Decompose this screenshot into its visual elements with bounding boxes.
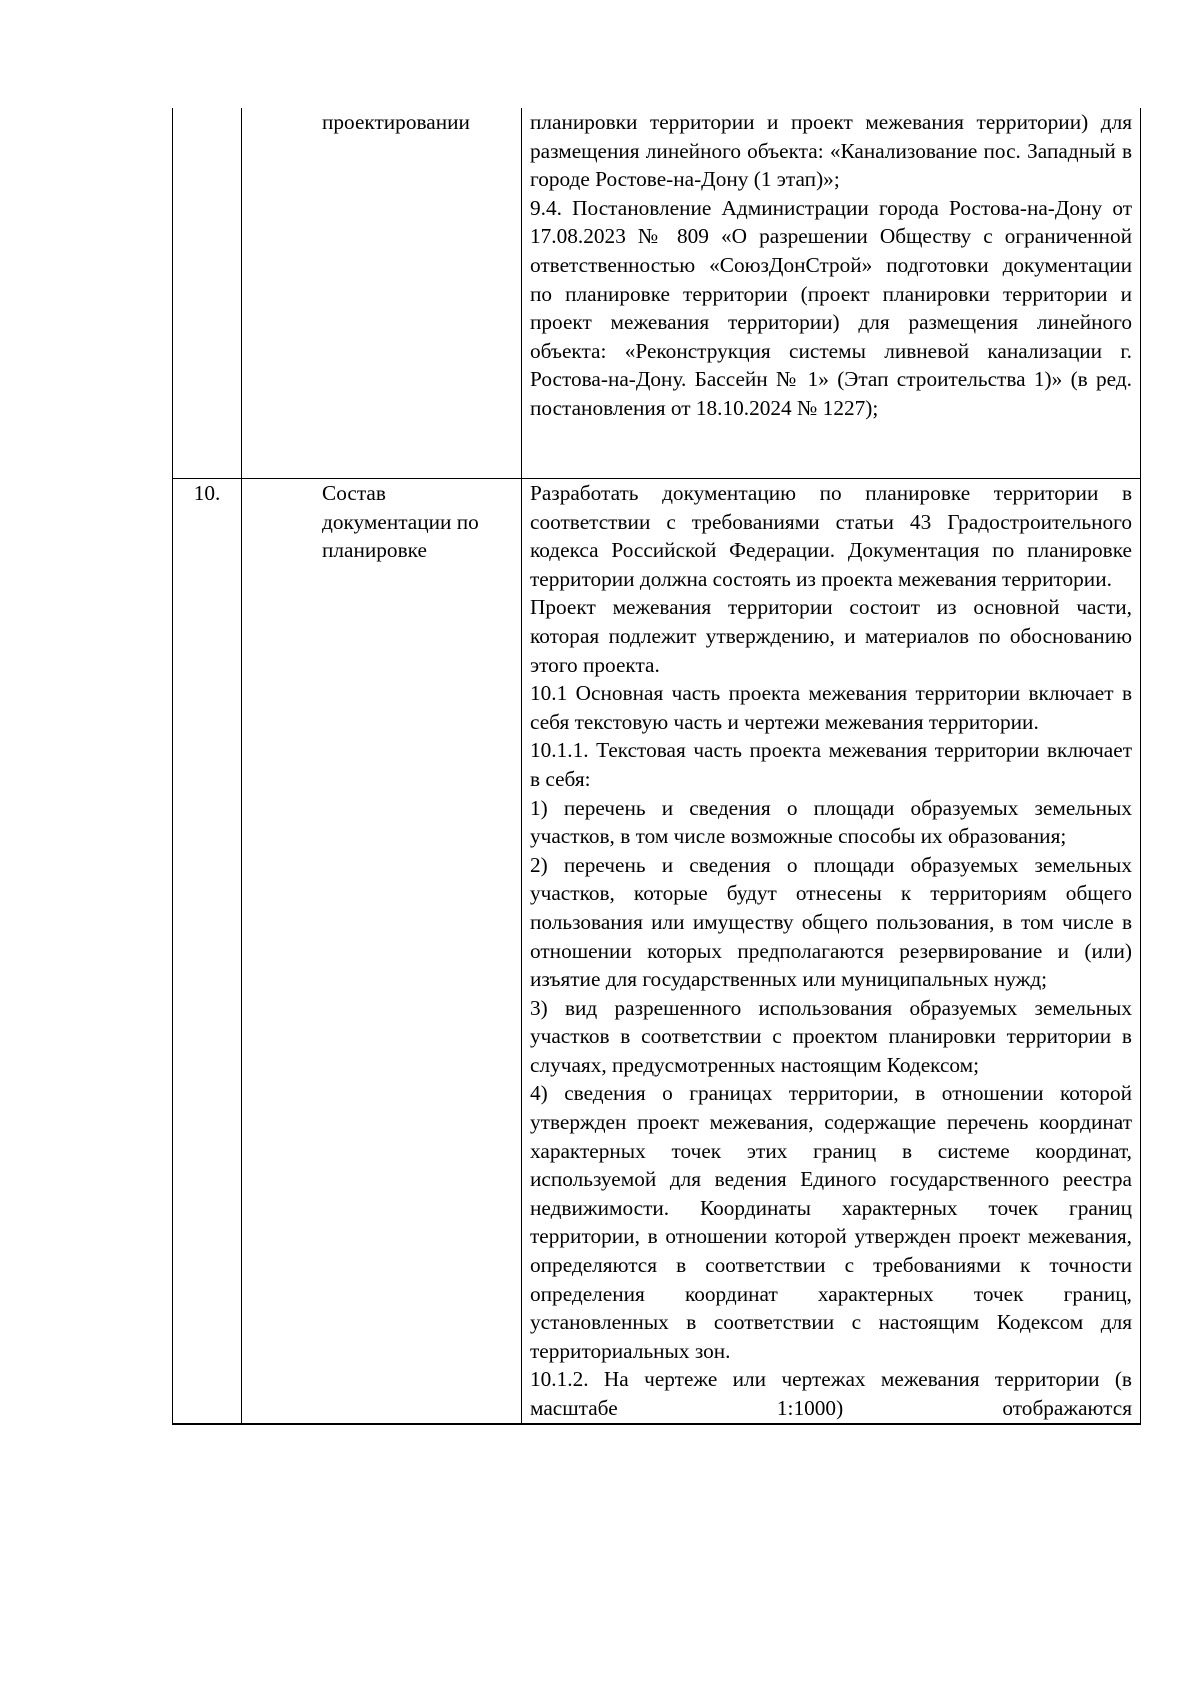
paragraph: 10.1.2. На чертеже или чертежах межевания территории (в масштабе 1:1000) отображаются: [530, 1367, 1132, 1420]
row-number-cell: [173, 479, 242, 1424]
row-number-cell: [173, 108, 242, 479]
row-label-cell: [242, 479, 522, 1424]
row-content-cell: [522, 479, 1141, 1424]
paragraph: 10.1.1. Текстовая часть проекта межевания территории включает в себя:: [530, 738, 1132, 791]
table-row-9-continued: [173, 108, 1141, 479]
table-row-10: [173, 479, 1141, 1424]
document-table: [172, 108, 1141, 1425]
paragraph: 10.1 Основная часть проекта межевания территории включает в себя текстовую часть и чертежи межевания территории.: [530, 681, 1132, 734]
paragraph: 2) перечень и сведения о площади образуемых земельных участков, которые будут отнесены к территориям общего пользования или имуществу общего пользования, в том числе в отношении которых предполагаются резервирование и (или) изъятие для государственных или муниципальных нужд;: [530, 852, 1132, 992]
paragraph: Разработать документацию по планировке территории в соответствии с требованиями статьи 43 Градостроительного кодекса Российской Федерации. Документация по планировке территории должна состоять из проекта межевания территории.: [530, 481, 1132, 591]
row-label-text: Состав документации по планировке: [322, 481, 479, 563]
paragraph: планировки территории и проект межевания территории) для размещения линейного объекта: «Канализование пос. Западный в городе Ростове-на-Дону (1 этап)»;: [530, 110, 1132, 192]
row-content-cell: [522, 108, 1141, 479]
row-number-text: 10.: [193, 481, 221, 505]
paragraph: 9.4. Постановление Администрации города Ростова-на-Дону от 17.08.2023 № 809 «О разрешении Обществу с ограниченной ответственностью «СоюзДонСтрой» подготовки документации по планировке территории (проект планировки территории и проект межевания территории) для размещения линейного объекта: «Реконструкция системы ливневой канализации г. Ростова-на-Дону. Бассейн № 1» (Этап строительства 1)» (в ред. постановления от 18.10.2024 № 1227);: [530, 195, 1132, 420]
row-label-cell: [242, 108, 522, 479]
paragraph: Проект межевания территории состоит из основной части, которая подлежит утверждению, и материалов по обоснованию этого проекта.: [530, 595, 1132, 677]
paragraph: 4) сведения о границах территории, в отношении которой утвержден проект межевания, содержащие перечень координат характерных точек этих границ в системе координат, используемой для ведения Единого государственного реестра недвижимости. Координаты характерных точек границ территории, в отношении которой утвержден проект межевания, определяются в соответствии с требованиями к точности определения координат характерных точек границ, установленных в соответствии с настоящим Кодексом для территориальных зон.: [530, 1081, 1132, 1363]
row-label-text: проектировании: [322, 110, 470, 134]
paragraph: 1) перечень и сведения о площади образуемых земельных участков, в том числе возможные способы их образования;: [530, 795, 1132, 849]
paragraph: 3) вид разрешенного использования образуемых земельных участков в соответствии с проектом планировки территории в случаях, предусмотренных настоящим Кодексом;: [530, 995, 1132, 1077]
